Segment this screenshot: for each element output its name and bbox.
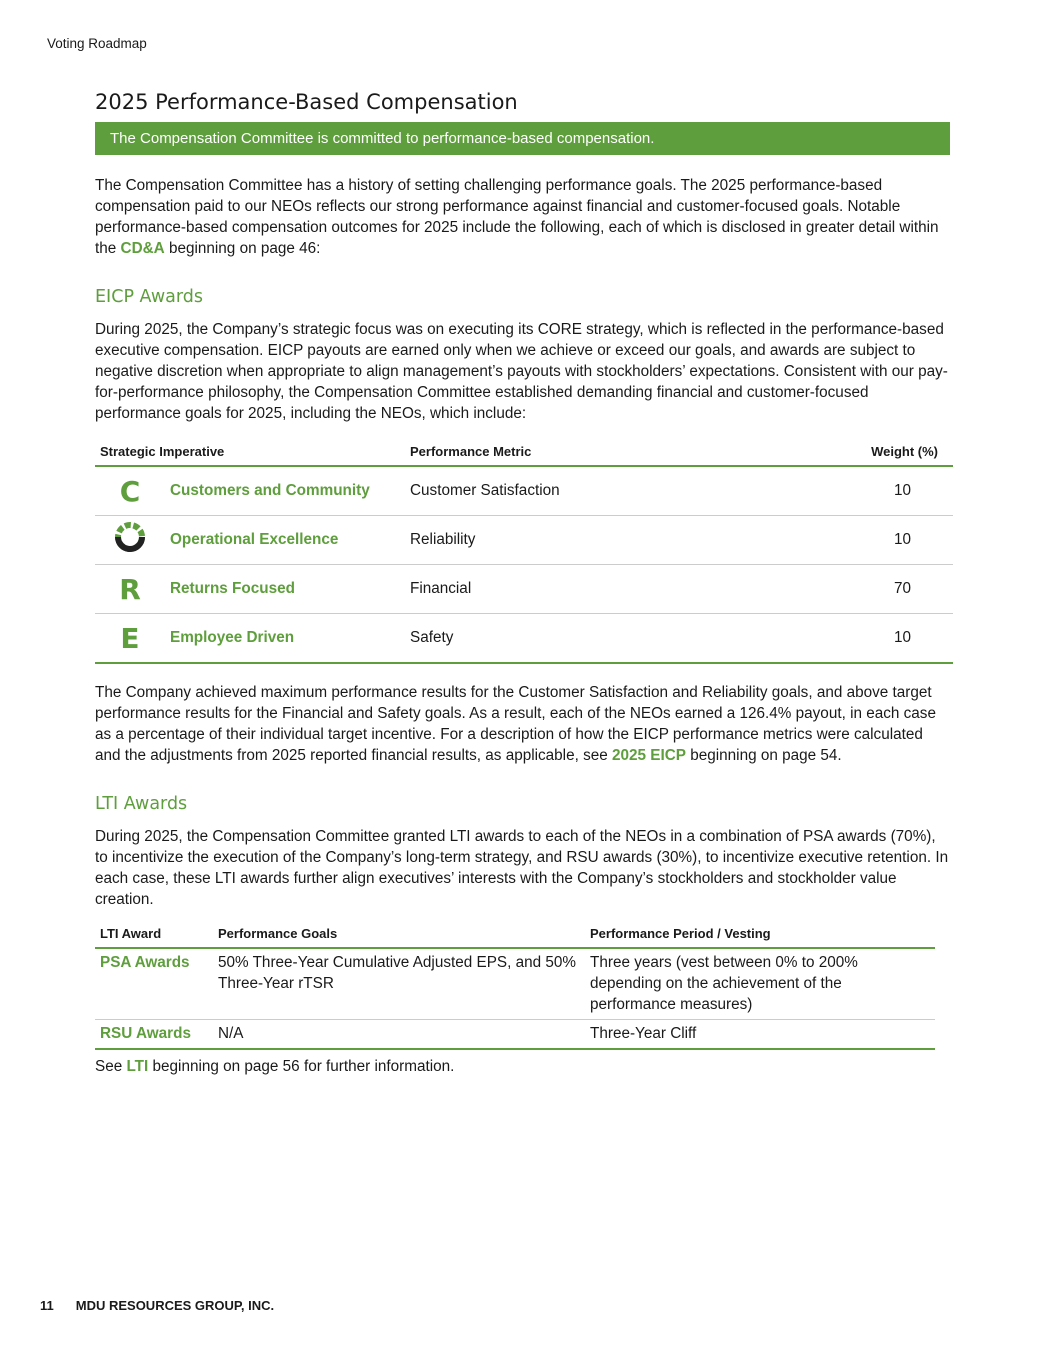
col-header: LTI Award [95,922,213,948]
lti-see-paragraph [95,1056,950,1077]
eicp-paragraph: During 2025, the Company’s strategic focus was on executing its CORE strategy, which is reflected in the performance-based executive compensation. EICP payouts are earned only when we achieve or exceed our goals, and awards are subject to negative discretion when appropriate to align management’s payouts with stockholders’ expectations. Consistent with our pay-for-performance philosophy, the Compensation Committee established demanding financial and customer-focused performance goals for 2025, including the NEOs, which include: [95,321,948,422]
goals: 50% Three-Year Cumulative Adjusted EPS, and 50% Three-Year rTSR [213,948,585,1020]
table-row [95,1020,935,1050]
col-header: Performance Period / Vesting [585,922,935,948]
table-row [95,614,953,664]
c-letter-icon: C [95,466,165,516]
company-name: MDU RESOURCES GROUP, INC. [75,1298,275,1313]
col-header: Performance Goals [213,922,585,948]
eicp-result-paragraph [95,682,950,766]
period: Three years (vest between 0% to 200% depending on the achievement of the performance measures) [585,948,935,1020]
col-header: Weight (%) [760,440,953,466]
metric: Reliability [405,516,760,565]
running-header: Voting Roadmap [47,36,147,51]
table-row [95,516,953,565]
text: beginning on page 46: [164,240,321,257]
intro-paragraph [95,175,950,259]
award: PSA Awards [95,948,213,1020]
goals: N/A [213,1020,585,1050]
page-title: 2025 Performance-Based Compensation [95,90,518,114]
footer [40,1298,296,1313]
imperative: Operational Excellence [165,516,405,565]
eicp-table [95,440,953,664]
text: The Compensation Committee has a history of setting challenging performance goals. The 2025 performance-based compensation paid to our NEOs reflects our strong performance against financial and customer-focused goals. Notable performance-based compensation outcomes for 2025 include the following, each of which is disclosed in greater detail within the [95,177,939,257]
text: The Company achieved maximum performance results for the Customer Satisfaction and Reliability goals, and above target performance results for the Financial and Safety goals. As a result, each of the NEOs earned a 126.4% payout, in each case as a percentage of their individual target incentive. For a description of how the EICP performance metrics were calculated and the adjustments from 2025 reported financial results, as applicable, see [95,684,936,764]
imperative: Customers and Community [165,466,405,516]
metric: Safety [405,614,760,664]
text: beginning on page 56 for further information. [148,1058,455,1075]
text: beginning on page 54. [685,747,842,764]
cda-link[interactable]: CD&A [120,240,165,257]
award: RSU Awards [95,1020,213,1050]
text: See [95,1058,127,1075]
r-letter-icon: R [95,565,165,614]
lti-heading: LTI Awards [95,794,188,814]
page-number: 11 [40,1298,54,1313]
metric: Customer Satisfaction [405,466,760,516]
lti-table [95,922,935,1050]
lti-link[interactable]: LTI [126,1058,149,1075]
imperative: Returns Focused [165,565,405,614]
weight: 10 [760,516,953,565]
e-letter-icon: E [95,614,165,664]
col-header: Strategic Imperative [95,440,405,466]
period: Three-Year Cliff [585,1020,935,1050]
main-content [95,90,950,1093]
metric: Financial [405,565,760,614]
table-row [95,466,953,516]
col-header: Performance Metric [405,440,760,466]
weight: 10 [760,614,953,664]
table-row [95,565,953,614]
imperative: Employee Driven [165,614,405,664]
operational-ring-icon [95,516,165,565]
weight: 10 [760,466,953,516]
eicp-heading: EICP Awards [95,287,203,307]
weight: 70 [760,565,953,614]
eicp-link[interactable]: 2025 EICP [612,747,686,764]
table-row [95,948,935,1020]
banner: The Compensation Committee is committed to performance-based compensation. [95,122,950,155]
lti-paragraph: During 2025, the Compensation Committee granted LTI awards to each of the NEOs in a combination of PSA awards (70%), to incentivize the execution of the Company’s long-term strategy, and RSU awards (30%), to incentivize executive retention. In each case, these LTI awards further align executives’ interests with the Company’s stockholders and stockholder value creation. [95,828,949,908]
